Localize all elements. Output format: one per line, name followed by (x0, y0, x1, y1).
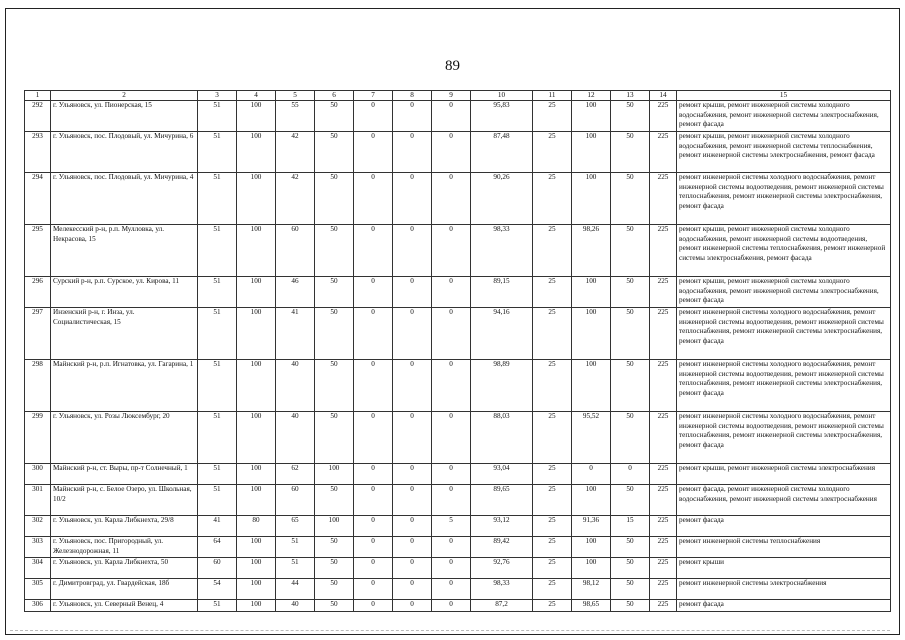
table-row (25, 132, 891, 173)
table-cell-col-3: 51 (198, 485, 237, 516)
table-cell-col-4: 100 (237, 360, 276, 412)
table-cell-col-12: 100 (572, 537, 611, 558)
table-cell-col-7: 0 (354, 516, 393, 537)
table-cell-col-6: 50 (315, 558, 354, 579)
table-cell-col-5: 60 (276, 225, 315, 277)
table-cell-col-13: 0 (611, 464, 650, 485)
table-cell-col-8: 0 (393, 516, 432, 537)
table-cell-col-13: 50 (611, 558, 650, 579)
table-cell-col-6: 50 (315, 132, 354, 173)
table-cell-col-8: 0 (393, 558, 432, 579)
table-row (25, 277, 891, 308)
table-cell-col-12: 98,26 (572, 225, 611, 277)
table-cell-col-4: 100 (237, 579, 276, 600)
table-cell-col-9: 0 (432, 485, 471, 516)
table-cell-col-13: 50 (611, 412, 650, 464)
table-cell-col-13: 15 (611, 516, 650, 537)
table-cell-col-7: 0 (354, 412, 393, 464)
table-row (25, 516, 891, 537)
table-cell-col-3: 51 (198, 360, 237, 412)
table-cell-col-12: 100 (572, 173, 611, 225)
table-cell-col-11: 25 (533, 537, 572, 558)
table-cell-col-8: 0 (393, 485, 432, 516)
table-cell-col-4: 100 (237, 225, 276, 277)
table-cell-col-2: Майнский р-н, р.п. Игнатовка, ул. Гагарина, 1 (51, 360, 198, 412)
table-cell-col-12: 0 (572, 464, 611, 485)
table-cell-col-3: 51 (198, 277, 237, 308)
table-cell-col-13: 50 (611, 277, 650, 308)
column-header-14: 14 (650, 91, 677, 101)
table-row (25, 360, 891, 412)
table-cell-col-15: ремонт крыши (677, 558, 891, 579)
table-cell-col-11: 25 (533, 360, 572, 412)
table-cell-col-2: Сурский р-н, р.п. Сурское, ул. Кирова, 11 (51, 277, 198, 308)
table-cell-col-11: 25 (533, 558, 572, 579)
table-cell-col-1: 295 (25, 225, 51, 277)
table-cell-col-6: 50 (315, 173, 354, 225)
table-cell-col-2: г. Димитровград, ул. Гвардейская, 18б (51, 579, 198, 600)
table-cell-col-9: 0 (432, 579, 471, 600)
table-cell-col-4: 100 (237, 412, 276, 464)
table-cell-col-5: 40 (276, 600, 315, 612)
table-cell-col-1: 305 (25, 579, 51, 600)
table-cell-col-12: 91,36 (572, 516, 611, 537)
table-cell-col-2: г. Ульяновск, пос. Пригородный, ул. Железнодорожная, 11 (51, 537, 198, 558)
table-cell-col-1: 296 (25, 277, 51, 308)
table-cell-col-15: ремонт крыши, ремонт инженерной системы холодного водоснабжения, ремонт инженерной системы водоотведения, ремонт инженерной системы теплоснабжения, ремонт инженерной системы электроснабжения, ремонт фасада (677, 225, 891, 277)
table-cell-col-8: 0 (393, 600, 432, 612)
table-cell-col-10: 89,65 (471, 485, 533, 516)
column-header-4: 4 (237, 91, 276, 101)
table-cell-col-13: 50 (611, 308, 650, 360)
table-cell-col-1: 293 (25, 132, 51, 173)
table-cell-col-10: 87,48 (471, 132, 533, 173)
column-header-3: 3 (198, 91, 237, 101)
table-cell-col-14: 225 (650, 225, 677, 277)
table-cell-col-7: 0 (354, 558, 393, 579)
table-row (25, 558, 891, 579)
table-cell-col-3: 51 (198, 225, 237, 277)
table-cell-col-4: 80 (237, 516, 276, 537)
table-cell-col-7: 0 (354, 600, 393, 612)
table-cell-col-15: ремонт крыши, ремонт инженерной системы холодного водоснабжения, ремонт инженерной системы теплоснабжения, ремонт инженерной системы электроснабжения, ремонт фасада (677, 132, 891, 173)
page-number: 89 (445, 58, 460, 74)
table-cell-col-15: ремонт инженерной системы холодного водоснабжения, ремонт инженерной системы водоотведения, ремонт инженерной системы теплоснабжения, ремонт инженерной системы электроснабжения, ремонт фасада (677, 173, 891, 225)
table-row (25, 600, 891, 612)
table-cell-col-12: 100 (572, 101, 611, 132)
table-cell-col-4: 100 (237, 537, 276, 558)
table-cell-col-10: 88,03 (471, 412, 533, 464)
table-cell-col-15: ремонт крыши, ремонт инженерной системы холодного водоснабжения, ремонт инженерной системы электроснабжения, ремонт фасада (677, 277, 891, 308)
table-cell-col-8: 0 (393, 579, 432, 600)
table-cell-col-10: 98,33 (471, 225, 533, 277)
table-cell-col-5: 44 (276, 579, 315, 600)
table-cell-col-11: 25 (533, 600, 572, 612)
header-row (25, 91, 891, 101)
data-table (24, 90, 891, 612)
table-cell-col-12: 95,52 (572, 412, 611, 464)
table-cell-col-10: 92,76 (471, 558, 533, 579)
table-cell-col-6: 50 (315, 308, 354, 360)
table-cell-col-6: 50 (315, 579, 354, 600)
table-cell-col-13: 50 (611, 579, 650, 600)
table-cell-col-1: 304 (25, 558, 51, 579)
table-cell-col-1: 299 (25, 412, 51, 464)
column-header-5: 5 (276, 91, 315, 101)
table-cell-col-15: ремонт инженерной системы холодного водоснабжения, ремонт инженерной системы водоотведения, ремонт инженерной системы теплоснабжения, ремонт инженерной системы электроснабжения, ремонт фасада (677, 412, 891, 464)
table-cell-col-8: 0 (393, 225, 432, 277)
table-row (25, 464, 891, 485)
column-header-11: 11 (533, 91, 572, 101)
table-cell-col-15: ремонт фасада (677, 516, 891, 537)
table-cell-col-4: 100 (237, 277, 276, 308)
table-cell-col-7: 0 (354, 173, 393, 225)
table-cell-col-3: 51 (198, 308, 237, 360)
column-header-9: 9 (432, 91, 471, 101)
table-cell-col-2: г. Ульяновск, пос. Плодовый, ул. Мичурина, 4 (51, 173, 198, 225)
table-cell-col-2: Мелекесский р-н, р.п. Мулловка, ул. Некрасова, 15 (51, 225, 198, 277)
table-cell-col-11: 25 (533, 225, 572, 277)
table-cell-col-6: 50 (315, 101, 354, 132)
table-cell-col-11: 25 (533, 308, 572, 360)
table-cell-col-10: 90,26 (471, 173, 533, 225)
table-cell-col-15: ремонт фасада, ремонт инженерной системы холодного водоснабжения, ремонт инженерной системы электроснабжения (677, 485, 891, 516)
table-cell-col-1: 302 (25, 516, 51, 537)
table-cell-col-13: 50 (611, 173, 650, 225)
table-cell-col-10: 89,15 (471, 277, 533, 308)
table-cell-col-12: 100 (572, 132, 611, 173)
table-cell-col-15: ремонт инженерной системы теплоснабжения (677, 537, 891, 558)
table-cell-col-10: 89,42 (471, 537, 533, 558)
table-cell-col-14: 225 (650, 579, 677, 600)
table-cell-col-9: 0 (432, 412, 471, 464)
table-cell-col-9: 0 (432, 173, 471, 225)
table-cell-col-5: 42 (276, 132, 315, 173)
table-cell-col-1: 300 (25, 464, 51, 485)
table-cell-col-3: 60 (198, 558, 237, 579)
table-cell-col-5: 55 (276, 101, 315, 132)
table-cell-col-7: 0 (354, 537, 393, 558)
table-cell-col-1: 297 (25, 308, 51, 360)
table-cell-col-13: 50 (611, 360, 650, 412)
table-cell-col-10: 87,2 (471, 600, 533, 612)
table-cell-col-12: 98,65 (572, 600, 611, 612)
table-cell-col-3: 51 (198, 173, 237, 225)
table-cell-col-1: 301 (25, 485, 51, 516)
column-header-7: 7 (354, 91, 393, 101)
table-cell-col-8: 0 (393, 537, 432, 558)
table-cell-col-4: 100 (237, 173, 276, 225)
table-cell-col-10: 93,12 (471, 516, 533, 537)
table-cell-col-11: 25 (533, 516, 572, 537)
table-cell-col-9: 0 (432, 277, 471, 308)
table-cell-col-3: 51 (198, 132, 237, 173)
table-cell-col-13: 50 (611, 225, 650, 277)
table-cell-col-10: 98,89 (471, 360, 533, 412)
table-cell-col-14: 225 (650, 600, 677, 612)
table-cell-col-11: 25 (533, 485, 572, 516)
table-cell-col-13: 50 (611, 101, 650, 132)
table-cell-col-14: 225 (650, 412, 677, 464)
table-cell-col-12: 100 (572, 277, 611, 308)
table-cell-col-6: 50 (315, 485, 354, 516)
table-cell-col-2: г. Ульяновск, ул. Пионерская, 15 (51, 101, 198, 132)
table-cell-col-14: 225 (650, 173, 677, 225)
table-cell-col-3: 64 (198, 537, 237, 558)
table-cell-col-3: 51 (198, 600, 237, 612)
table-cell-col-5: 46 (276, 277, 315, 308)
column-header-15: 15 (677, 91, 891, 101)
table-cell-col-14: 225 (650, 308, 677, 360)
table-cell-col-4: 100 (237, 132, 276, 173)
table-cell-col-3: 41 (198, 516, 237, 537)
table-cell-col-12: 100 (572, 485, 611, 516)
table-cell-col-5: 41 (276, 308, 315, 360)
table-cell-col-14: 225 (650, 277, 677, 308)
table-cell-col-11: 25 (533, 101, 572, 132)
table-cell-col-10: 93,04 (471, 464, 533, 485)
table-cell-col-3: 51 (198, 101, 237, 132)
table-row (25, 412, 891, 464)
column-header-1: 1 (25, 91, 51, 101)
table-cell-col-12: 100 (572, 308, 611, 360)
table-cell-col-13: 50 (611, 132, 650, 173)
table-cell-col-12: 100 (572, 360, 611, 412)
table-cell-col-3: 51 (198, 464, 237, 485)
table-row (25, 485, 891, 516)
table-cell-col-6: 50 (315, 537, 354, 558)
table-cell-col-7: 0 (354, 132, 393, 173)
table-cell-col-8: 0 (393, 101, 432, 132)
table-cell-col-8: 0 (393, 308, 432, 360)
table-cell-col-9: 0 (432, 558, 471, 579)
table-cell-col-4: 100 (237, 464, 276, 485)
table-cell-col-7: 0 (354, 308, 393, 360)
table-row (25, 579, 891, 600)
table-cell-col-2: г. Ульяновск, ул. Карла Либкнехта, 50 (51, 558, 198, 579)
table-cell-col-11: 25 (533, 173, 572, 225)
table-row (25, 308, 891, 360)
table-cell-col-2: Инзенский р-н, г. Инза, ул. Социалистическая, 15 (51, 308, 198, 360)
table-cell-col-4: 100 (237, 558, 276, 579)
table-cell-col-14: 225 (650, 360, 677, 412)
table-cell-col-1: 298 (25, 360, 51, 412)
table-cell-col-13: 50 (611, 600, 650, 612)
table-cell-col-6: 50 (315, 360, 354, 412)
table-cell-col-7: 0 (354, 485, 393, 516)
table-cell-col-14: 225 (650, 516, 677, 537)
table-cell-col-3: 54 (198, 579, 237, 600)
table-cell-col-2: г. Ульяновск, ул. Карла Либкнехта, 29/8 (51, 516, 198, 537)
table-cell-col-2: г. Ульяновск, пос. Плодовый, ул. Мичурина, 6 (51, 132, 198, 173)
column-header-12: 12 (572, 91, 611, 101)
table-cell-col-10: 94,16 (471, 308, 533, 360)
table-cell-col-7: 0 (354, 225, 393, 277)
table-cell-col-2: г. Ульяновск, ул. Розы Люксембург, 20 (51, 412, 198, 464)
table-row (25, 537, 891, 558)
table-cell-col-8: 0 (393, 173, 432, 225)
table-cell-col-2: Майнский р-н, с. Белое Озеро, ул. Школьная, 10/2 (51, 485, 198, 516)
table-cell-col-5: 40 (276, 412, 315, 464)
table-cell-col-14: 225 (650, 464, 677, 485)
table-cell-col-6: 50 (315, 277, 354, 308)
column-header-13: 13 (611, 91, 650, 101)
table-cell-col-8: 0 (393, 464, 432, 485)
column-header-6: 6 (315, 91, 354, 101)
table-cell-col-12: 98,12 (572, 579, 611, 600)
table-cell-col-6: 50 (315, 412, 354, 464)
table-cell-col-11: 25 (533, 464, 572, 485)
table-cell-col-9: 0 (432, 225, 471, 277)
table-cell-col-7: 0 (354, 464, 393, 485)
table-cell-col-10: 98,33 (471, 579, 533, 600)
column-header-8: 8 (393, 91, 432, 101)
table-cell-col-2: Майнский р-н, ст. Выры, пр-т Солнечный, 1 (51, 464, 198, 485)
table-cell-col-9: 0 (432, 101, 471, 132)
table-cell-col-9: 0 (432, 360, 471, 412)
table-cell-col-6: 50 (315, 225, 354, 277)
table-cell-col-4: 100 (237, 308, 276, 360)
column-header-2: 2 (51, 91, 198, 101)
table-cell-col-8: 0 (393, 132, 432, 173)
table-cell-col-5: 62 (276, 464, 315, 485)
table-row (25, 173, 891, 225)
table-cell-col-9: 5 (432, 516, 471, 537)
table-cell-col-9: 0 (432, 464, 471, 485)
table-cell-col-4: 100 (237, 101, 276, 132)
table-cell-col-15: ремонт инженерной системы холодного водоснабжения, ремонт инженерной системы водоотведения, ремонт инженерной системы теплоснабжения, ремонт инженерной системы электроснабжения, ремонт фасада (677, 360, 891, 412)
table-cell-col-5: 40 (276, 360, 315, 412)
table-cell-col-7: 0 (354, 360, 393, 412)
table-cell-col-3: 51 (198, 412, 237, 464)
table-cell-col-9: 0 (432, 308, 471, 360)
column-header-10: 10 (471, 91, 533, 101)
table-cell-col-2: г. Ульяновск, ул. Северный Венец, 4 (51, 600, 198, 612)
table-cell-col-9: 0 (432, 132, 471, 173)
table-cell-col-6: 50 (315, 600, 354, 612)
table-cell-col-11: 25 (533, 579, 572, 600)
table-cell-col-1: 306 (25, 600, 51, 612)
table-cell-col-5: 51 (276, 537, 315, 558)
table-cell-col-14: 225 (650, 558, 677, 579)
table-cell-col-14: 225 (650, 485, 677, 516)
table-row (25, 101, 891, 132)
table-cell-col-14: 225 (650, 132, 677, 173)
table-cell-col-7: 0 (354, 101, 393, 132)
table-cell-col-8: 0 (393, 412, 432, 464)
table-cell-col-4: 100 (237, 485, 276, 516)
table-cell-col-13: 50 (611, 537, 650, 558)
table-cell-col-6: 100 (315, 516, 354, 537)
table-cell-col-5: 51 (276, 558, 315, 579)
table-cell-col-13: 50 (611, 485, 650, 516)
table-row (25, 225, 891, 277)
table-cell-col-10: 95,83 (471, 101, 533, 132)
table-cell-col-8: 0 (393, 277, 432, 308)
table-cell-col-7: 0 (354, 579, 393, 600)
table-cell-col-1: 292 (25, 101, 51, 132)
table-cell-col-15: ремонт инженерной системы холодного водоснабжения, ремонт инженерной системы водоотведения, ремонт инженерной системы теплоснабжения, ремонт инженерной системы электроснабжения, ремонт фасада (677, 308, 891, 360)
table-cell-col-1: 303 (25, 537, 51, 558)
table-cell-col-9: 0 (432, 537, 471, 558)
scan-edge-line (10, 630, 890, 632)
table-cell-col-14: 225 (650, 101, 677, 132)
table-cell-col-4: 100 (237, 600, 276, 612)
table-cell-col-6: 100 (315, 464, 354, 485)
table-cell-col-15: ремонт крыши, ремонт инженерной системы электроснабжения (677, 464, 891, 485)
table-cell-col-5: 42 (276, 173, 315, 225)
table-cell-col-15: ремонт инженерной системы электроснабжения (677, 579, 891, 600)
table-cell-col-11: 25 (533, 132, 572, 173)
table-cell-col-14: 225 (650, 537, 677, 558)
table-cell-col-7: 0 (354, 277, 393, 308)
table-cell-col-5: 60 (276, 485, 315, 516)
table-cell-col-15: ремонт крыши, ремонт инженерной системы холодного водоснабжения, ремонт инженерной системы электроснабжения, ремонт фасада (677, 101, 891, 132)
table-cell-col-15: ремонт фасада (677, 600, 891, 612)
table-cell-col-11: 25 (533, 412, 572, 464)
table-cell-col-9: 0 (432, 600, 471, 612)
table-cell-col-5: 65 (276, 516, 315, 537)
table-cell-col-11: 25 (533, 277, 572, 308)
table-cell-col-12: 100 (572, 558, 611, 579)
table-cell-col-8: 0 (393, 360, 432, 412)
table-cell-col-1: 294 (25, 173, 51, 225)
